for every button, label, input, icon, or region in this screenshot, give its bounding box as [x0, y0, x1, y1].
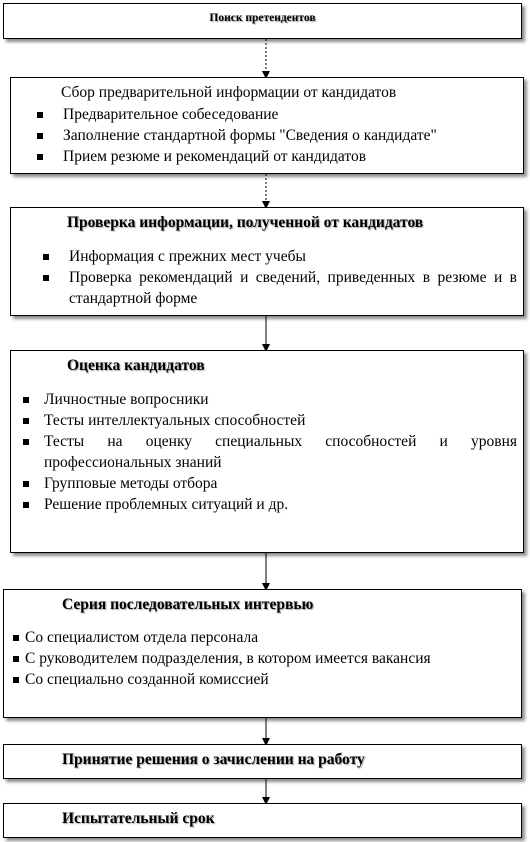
bullet-icon — [23, 502, 29, 508]
list-item — [13, 648, 510, 669]
list-item-text: Прием резюме и рекомендаций от кандидатов — [63, 148, 367, 165]
list-item-text: Групповые методы отбора — [44, 475, 218, 492]
list-item-text: Предварительное собеседование — [63, 106, 279, 123]
list-item-text: Тесты на оценку специальных способностей и уровня профессиональных знаний — [44, 433, 517, 471]
list-item — [19, 431, 517, 473]
step-collect-info — [10, 77, 524, 174]
list-item-text: Заполнение стандартной формы "Сведения о кандидате" — [63, 127, 437, 144]
step-item-list — [19, 389, 517, 515]
list-item — [37, 125, 519, 146]
step-title: Испытательный срок — [62, 810, 215, 827]
bullet-icon — [43, 275, 49, 281]
step-evaluate-candidates — [10, 350, 524, 553]
step-title: Принятие решения о зачислении на работу — [62, 751, 365, 768]
list-item — [19, 389, 517, 410]
bullet-icon — [23, 418, 29, 424]
list-item-text: Личностные вопросники — [44, 391, 209, 408]
step-title: Проверка информации, полученной от кандидатов — [67, 214, 424, 231]
step-interview-series — [3, 589, 522, 718]
list-item-text: Со специалистом отдела персонала — [25, 629, 259, 646]
bullet-icon — [23, 397, 29, 403]
bullet-icon — [37, 133, 43, 139]
bullet-icon — [37, 112, 43, 118]
bullet-icon — [13, 656, 19, 662]
step-title: Серия последовательных интервью — [62, 596, 314, 613]
list-item — [19, 410, 517, 431]
list-item-text: Информация с прежних мест учебы — [69, 248, 306, 265]
bullet-icon — [23, 439, 29, 445]
step-verify-info — [10, 207, 524, 316]
step-title: Поиск претендентов — [209, 12, 316, 24]
bullet-icon — [43, 254, 49, 260]
step-title: Оценка кандидатов — [67, 357, 205, 374]
list-item — [43, 246, 517, 267]
bullet-icon — [13, 677, 19, 683]
bullet-icon — [23, 481, 29, 487]
list-item — [13, 669, 510, 690]
list-item-text: Проверка рекомендаций и сведений, приведенных в резюме и в стандартной форме — [69, 269, 517, 307]
list-item-text: Со специально созданной комиссией — [25, 671, 269, 688]
list-item-text: С руководителем подразделения, в котором имеется вакансия — [25, 650, 431, 667]
list-item-text: Тесты интеллектуальных способностей — [44, 412, 306, 429]
step-item-list — [43, 246, 517, 309]
list-item — [43, 267, 517, 309]
list-item-text: Решение проблемных ситуаций и др. — [44, 496, 289, 513]
bullet-icon — [37, 154, 43, 160]
list-item — [19, 494, 517, 515]
list-item — [37, 104, 519, 125]
step-hiring-decision — [3, 744, 522, 779]
step-title: Сбор предварительной информации от кандидатов — [61, 84, 397, 101]
list-item — [19, 473, 517, 494]
step-search-candidates — [3, 3, 522, 39]
bullet-icon — [13, 635, 19, 641]
list-item — [37, 146, 519, 167]
step-item-list — [13, 627, 510, 690]
list-item — [13, 627, 510, 648]
step-item-list — [37, 104, 519, 167]
step-probation — [3, 803, 522, 838]
